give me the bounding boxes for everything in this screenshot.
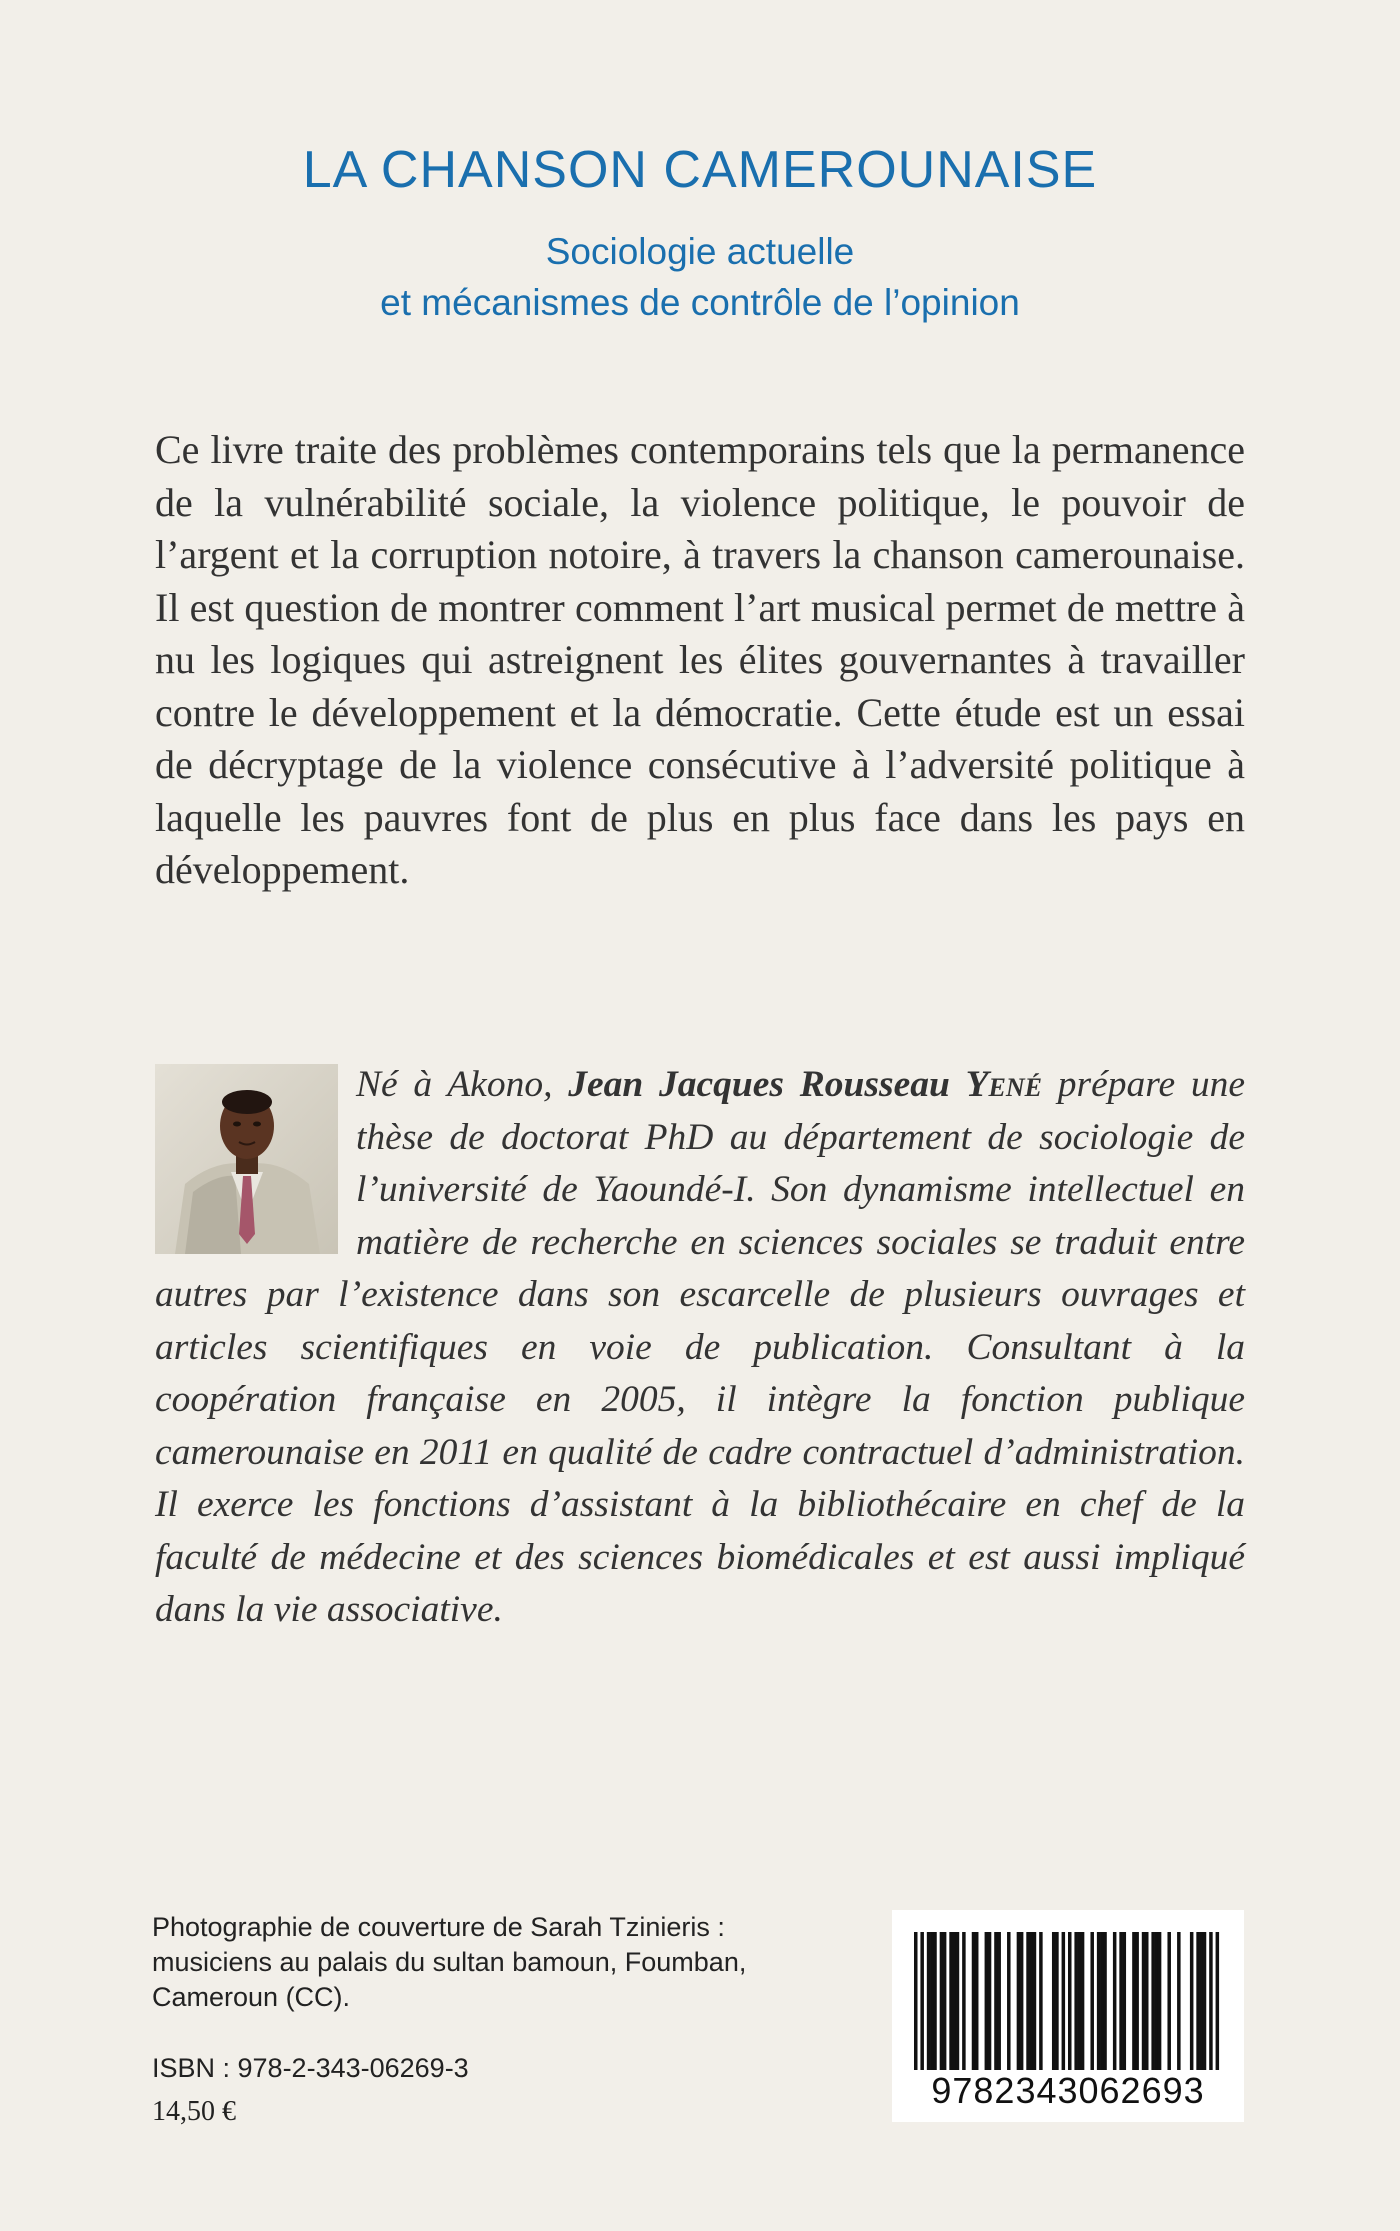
author-name	[568, 1064, 1042, 1105]
barcode-bar	[1026, 1932, 1030, 2070]
bio-intro: Né à Akono,	[356, 1064, 569, 1105]
barcode-bar	[1097, 1932, 1101, 2070]
barcode-bar	[1062, 1932, 1066, 2070]
barcode-bar	[1039, 1932, 1043, 2070]
subtitle-line-1: Sociologie actuelle	[545, 231, 855, 272]
barcode-bar	[1203, 1932, 1207, 2070]
barcode-bar	[1151, 1932, 1155, 2070]
credit-line-3: Cameroun (CC).	[152, 1982, 351, 2012]
bio-text: prépare une thèse de doctorat PhD au département de sociologie de l’université de Yaoundé-I. Son dynamisme intellectuel en matière de recherche en sciences sociales se traduit entre autres par l’existence dans son escarcelle de plusieurs ouvrages et articles scientifiques en voie de publication. Consultant à la coopération française en 2005, il intègre la fonction publique camerounaise en 2011 en qualité de cadre contractuel d’administration. Il exerce les fonctions d’assistant à la bibliothécaire en chef de la faculté de médecine et des sciences biomédicales et est aussi impliqué dans la vie associative.	[155, 1064, 1246, 1630]
barcode-bar	[1158, 1932, 1162, 2070]
barcode-bar	[1145, 1932, 1149, 2070]
barcode-bar	[927, 1932, 931, 2070]
barcode-bar	[1113, 1932, 1117, 2070]
barcode-bar	[1216, 1932, 1220, 2070]
barcode-bar	[1033, 1932, 1037, 2070]
barcode-bar	[940, 1932, 944, 2070]
barcode-bar	[1103, 1932, 1107, 2070]
barcode-bar	[1090, 1932, 1094, 2070]
barcode-bar	[988, 1932, 992, 2070]
barcode-bar	[1132, 1932, 1136, 2070]
barcode-bar	[933, 1932, 937, 2070]
barcode-bar	[975, 1932, 979, 2070]
book-subtitle	[0, 226, 1400, 328]
book-blurb: Ce livre traite des problèmes contemporains tels que la permanence de la vulnérabilité sociale, la violence politique, le pouvoir de l’argent et la corruption notoire, à travers la chanson camerounaise. Il est question de montrer comment l’art musical permet de mettre à nu les logiques qui astreignent les élites gouvernantes à travailler contre le développement et la démocratie. Cette étude est un essai de décryptage de la violence consécutive à l’adversité politique à laquelle les pauvres font de plus en plus face dans les pays en développement.	[155, 427, 1245, 892]
credit-line-2: musiciens au palais du sultan bamoun, Foumban,	[152, 1947, 747, 1977]
credit-line-1: Photographie de couverture de Sarah Tzinieris :	[152, 1912, 725, 1942]
barcode-bar	[1030, 1932, 1034, 2070]
barcode-bar	[1209, 1932, 1213, 2070]
barcode-bar	[985, 1932, 989, 2070]
barcode-bar	[1052, 1932, 1056, 2070]
barcode-bar	[1007, 1932, 1011, 2070]
barcode-bar	[949, 1932, 953, 2070]
barcode-bar	[1017, 1932, 1021, 2070]
barcode-bar	[1081, 1932, 1085, 2070]
barcode-bar	[1100, 1932, 1104, 2070]
barcode-bar	[930, 1932, 934, 2070]
barcode-bar	[943, 1932, 947, 2070]
barcode-bars	[914, 1932, 1222, 2072]
barcode-bar	[1055, 1932, 1059, 2070]
barcode	[892, 1910, 1244, 2122]
photo-credit	[152, 1910, 852, 2015]
subtitle-line-2: et mécanismes de contrôle de l’opinion	[380, 282, 1020, 323]
barcode-bar	[1078, 1932, 1082, 2070]
isbn: ISBN : 978-2-343-06269-3	[152, 2053, 469, 2083]
barcode-bar	[1119, 1932, 1123, 2070]
barcode-bar	[972, 1932, 976, 2070]
author-first-names: Jean Jacques Rousseau	[568, 1064, 966, 1105]
barcode-bar	[920, 1932, 924, 2070]
barcode-bar	[1196, 1932, 1200, 2070]
barcode-bar	[1135, 1932, 1139, 2070]
barcode-bar	[1020, 1932, 1024, 2070]
author-bio	[155, 1059, 1245, 1637]
barcode-bar	[1177, 1932, 1181, 2070]
barcode-bar	[1123, 1932, 1127, 2070]
barcode-bar	[956, 1932, 960, 2070]
barcode-bar	[994, 1932, 998, 2070]
book-title: LA CHANSON CAMEROUNAISE	[302, 141, 1098, 199]
barcode-bar	[962, 1932, 966, 2070]
barcode-bar	[1142, 1932, 1146, 2070]
author-last-name: Yené	[965, 1064, 1042, 1105]
barcode-bar	[1155, 1932, 1159, 2070]
barcode-bar	[1167, 1932, 1171, 2070]
barcode-bar	[1068, 1932, 1072, 2070]
barcode-bar	[1190, 1932, 1194, 2070]
barcode-bar	[914, 1932, 918, 2070]
barcode-bar	[1074, 1932, 1078, 2070]
barcode-digits: 9782343062693	[931, 2070, 1205, 2111]
barcode-bar	[997, 1932, 1001, 2070]
price: 14,50 €	[152, 2096, 236, 2127]
barcode-bar	[953, 1932, 957, 2070]
barcode-bar	[1200, 1932, 1204, 2070]
